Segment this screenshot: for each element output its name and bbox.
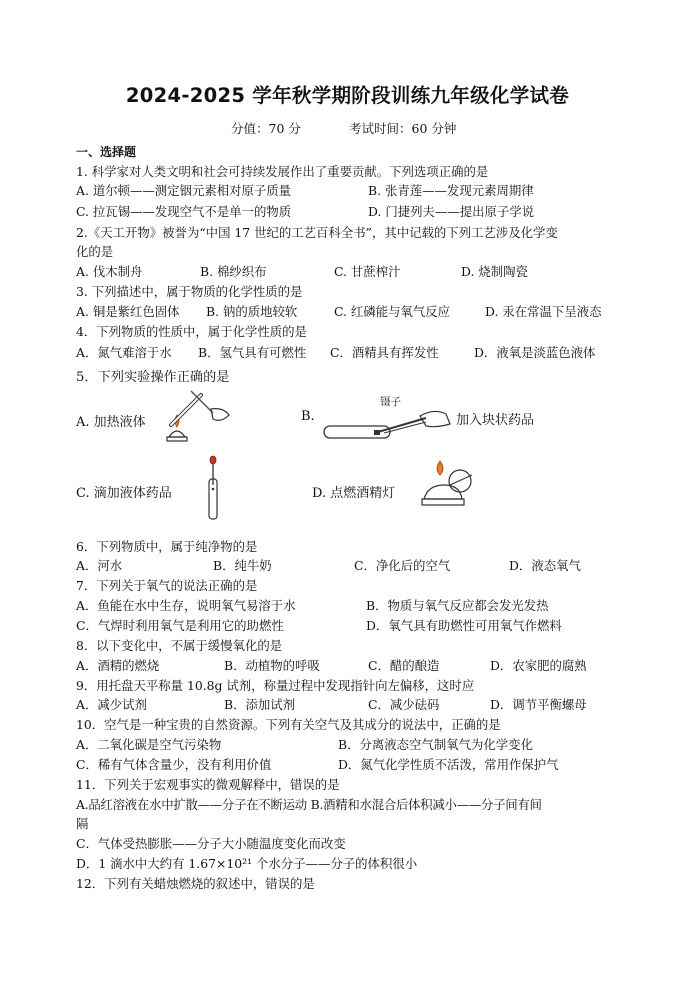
time-label: 考试时间：60 分钟	[349, 121, 457, 136]
option: B．纯牛奶	[213, 558, 272, 573]
question-3-options	[76, 302, 636, 320]
option: B．动植物的呼吸	[224, 658, 320, 673]
option: C．减少砝码	[368, 697, 440, 712]
option-d-label: D. 点燃酒精灯	[312, 486, 396, 501]
question-11-option-d: D．1 滴水中大约有 1.67×10²¹ 个水分子——分子的体积很小	[76, 856, 418, 871]
option: A．鱼能在水中生存，说明氧气易溶于水	[76, 598, 296, 613]
option: B．物质与氧气反应都会发光发热	[366, 598, 549, 613]
question-11-stem: 11．下列关于宏观事实的微观解释中，错误的是	[76, 777, 340, 792]
option: D. 门捷列夫——提出原子学说	[368, 204, 535, 219]
option: A．河水	[76, 558, 123, 573]
question-5-stem: 5．下列实验操作正确的是	[76, 370, 230, 385]
option: B．添加试剂	[224, 697, 296, 712]
option: D．液态氧气	[509, 558, 581, 573]
question-7-options	[76, 616, 636, 634]
option: C. 甘蔗榨汁	[334, 264, 401, 279]
option: D. 汞在常温下呈液态	[485, 304, 602, 319]
option: B. 钠的质地较软	[206, 304, 298, 319]
question-6-stem: 6．下列物质中，属于纯净物的是	[76, 539, 258, 554]
heating-liquid-illustration	[163, 383, 235, 445]
question-4-stem: 4．下列物质的性质中，属于化学性质的是	[76, 324, 307, 339]
question-1-options	[76, 181, 636, 199]
option: A. 道尔顿——测定铟元素相对原子质量	[76, 183, 292, 198]
option: D. 烧制陶瓷	[461, 264, 528, 279]
option: C．气焊时利用氧气是利用它的助燃性	[76, 618, 284, 633]
option: A．二氧化碳是空气污染物	[76, 737, 222, 752]
option: B. 张青莲——发现元素周期律	[368, 183, 534, 198]
option-c-label: C. 滴加液体药品	[76, 486, 172, 501]
option: C．净化后的空气	[354, 558, 451, 573]
option-b-text: 加入块状药品	[456, 413, 535, 428]
option: A. 伐木制舟	[76, 264, 143, 279]
option: C. 红磷能与氧气反应	[334, 304, 451, 319]
option: D．液氧是淡蓝色液体	[474, 345, 596, 360]
adding-solid-illustration	[322, 402, 454, 442]
option: C．稀有气体含量少，没有利用价值	[76, 757, 272, 772]
exam-title: 2024-2025 学年秋学期阶段训练九年级化学试卷	[125, 84, 570, 107]
question-1-options	[76, 202, 636, 220]
question-2-stem: 2.《天工开物》被誉为“中国 17 世纪的工艺百科全书”，其中记载的下列工艺涉及化学变	[76, 225, 558, 240]
question-10-options	[76, 735, 636, 753]
option: C．醋的酿造	[368, 658, 440, 673]
score-label: 分值：70 分	[231, 121, 301, 136]
section-title: 一、选择题	[76, 145, 137, 159]
option: C．酒精具有挥发性	[330, 345, 439, 360]
question-2-stem-cont: 化的是	[76, 244, 114, 259]
question-11-option-c: C．气体受热膨胀——分子大小随温度变化而改变	[76, 836, 346, 851]
question-6-options	[76, 556, 636, 574]
question-4-options	[76, 343, 636, 361]
question-7-stem: 7．下列关于氧气的说法正确的是	[76, 578, 258, 593]
tweezers-label: 镊子	[380, 396, 401, 408]
option: C. 拉瓦锡——发现空气不是单一的物质	[76, 204, 292, 219]
dropper-illustration	[203, 455, 223, 523]
option-b-label: B.	[301, 409, 315, 424]
question-1-stem: 1. 科学家对人类文明和社会可持续发展作出了重要贡献。下列选项正确的是	[76, 164, 489, 179]
option: A．减少试剂	[76, 697, 147, 712]
option: D．调节平衡螺母	[490, 697, 587, 712]
option: D．农家肥的腐熟	[490, 658, 587, 673]
option: D．氮气化学性质不活泼，常用作保护气	[338, 757, 559, 772]
question-9-options	[76, 695, 636, 713]
question-7-options	[76, 596, 636, 614]
option-a-label: A. 加热液体	[76, 415, 146, 430]
question-11-option-ab: A.品红溶液在水中扩散——分子在不断运动 B.酒精和水混合后体积减小——分子间有间	[76, 797, 542, 812]
question-2-options	[76, 262, 636, 280]
question-8-options	[76, 656, 636, 674]
question-8-stem: 8．以下变化中，不属于缓慢氧化的是	[76, 638, 283, 653]
option: A. 铜是紫红色固体	[76, 304, 180, 319]
option: A．氮气难溶于水	[76, 345, 172, 360]
question-11-option-ab-cont: 隔	[76, 816, 89, 831]
option: A．酒精的燃烧	[76, 658, 160, 673]
question-9-stem: 9．用托盘天平称量 10.8g 试剂，称量过程中发现指针向左偏移，这时应	[76, 678, 475, 693]
question-12-stem: 12．下列有关蜡烛燃烧的叙述中，错误的是	[76, 876, 315, 891]
question-3-stem: 3. 下列描述中，属于物质的化学性质的是	[76, 284, 303, 299]
option: D．氧气具有助燃性可用氧气作燃料	[366, 618, 562, 633]
option: B. 棉纱织布	[200, 264, 267, 279]
question-10-stem: 10．空气是一种宝贵的自然资源。下列有关空气及其成分的说法中，正确的是	[76, 717, 501, 732]
lighting-lamp-illustration	[414, 455, 476, 513]
option: B．氢气具有可燃性	[198, 345, 307, 360]
option: B．分离液态空气制氧气为化学变化	[338, 737, 533, 752]
question-10-options	[76, 755, 636, 773]
